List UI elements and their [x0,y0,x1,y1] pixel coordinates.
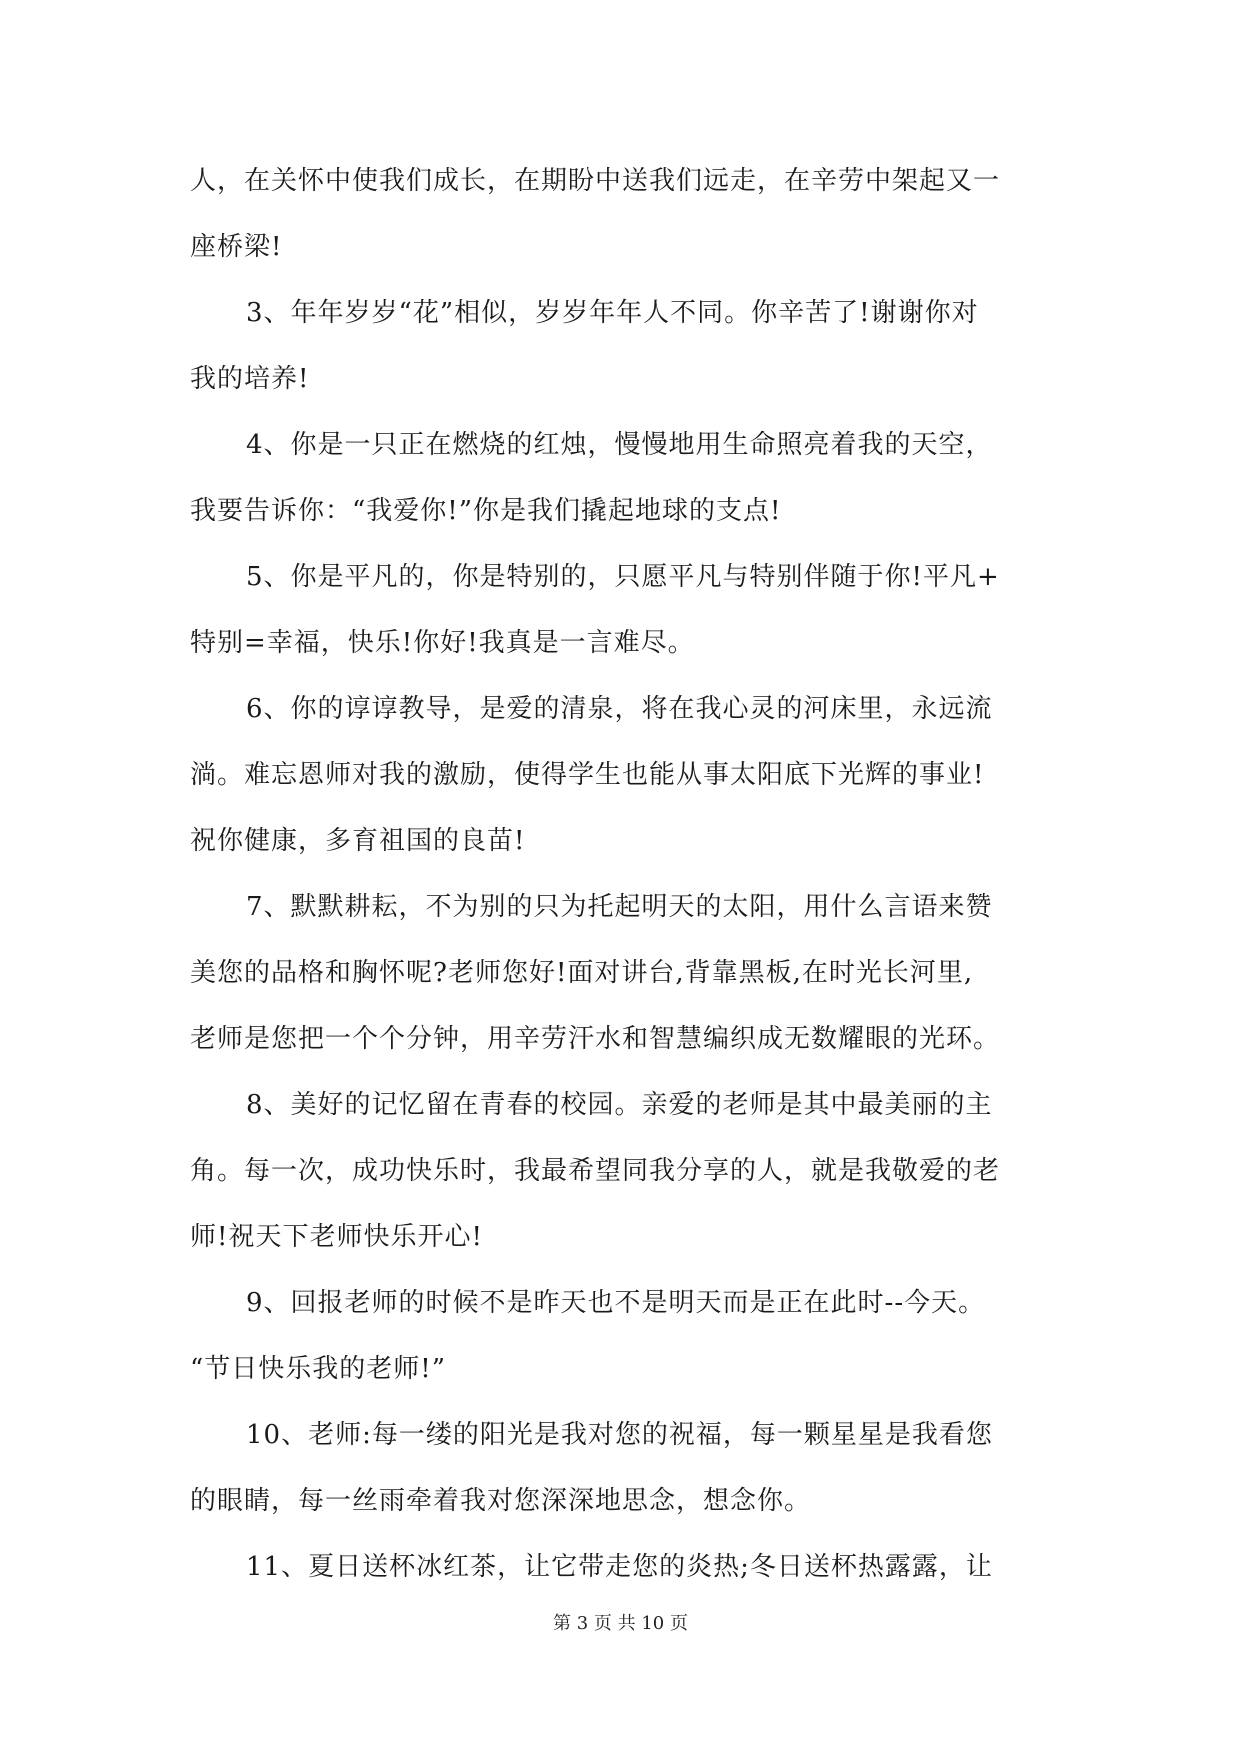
text-line: 7、默默耕耘，不为别的只为托起明天的太阳，用什么言语来赞 [246,892,993,922]
text-line: 特别=幸福，快乐!你好!我真是一言难尽。 [190,628,695,658]
paragraph-2 [190,412,1050,544]
text-line: 淌。难忘恩师对我的激励，使得学生也能从事太阳底下光辉的事业! [190,760,985,790]
text-line: 5、你是平凡的，你是特别的，只愿平凡与特别伴随于你!平凡+ [246,562,1000,592]
paragraph-9 [190,1534,1050,1600]
paragraph-5 [190,874,1050,1072]
paragraph-8 [190,1402,1050,1534]
text-line: 师!祝天下老师快乐开心! [190,1222,483,1252]
text-line: 座桥梁! [190,232,283,262]
page-footer [0,1612,1241,1636]
text-line: 6、你的谆谆教导，是爱的清泉，将在我心灵的河床里，永远流 [246,694,993,724]
text-line: 美您的品格和胸怀呢?老师您好!面对讲台,背靠黑板,在时光长河里, [190,958,974,988]
text-line: 4、你是一只正在燃烧的红烛，慢慢地用生命照亮着我的天空， [246,430,993,460]
text-line: 3、年年岁岁“花”相似，岁岁年年人不同。你辛苦了!谢谢你对 [246,298,979,328]
text-line: 8、美好的记忆留在青春的校园。亲爱的老师是其中最美丽的主 [246,1090,993,1120]
paragraph-6 [190,1072,1050,1270]
paragraph-4 [190,676,1050,874]
text-line: 9、回报老师的时候不是昨天也不是明天而是正在此时--今天。 [246,1288,986,1318]
text-line: “节日快乐我的老师!” [190,1354,447,1384]
paragraph-0 [190,148,1050,280]
paragraph-3 [190,544,1050,676]
text-line: 祝你健康，多育祖国的良苗! [190,826,526,856]
text-line: 角。每一次，成功快乐时，我最希望同我分享的人，就是我敬爱的老 [190,1156,1001,1186]
page-number: 第 3 页 共 10 页 [553,1613,688,1634]
text-line: 我的培养! [190,364,310,394]
text-line: 我要告诉你：“我爱你!”你是我们撬起地球的支点! [190,496,782,526]
text-line: 的眼睛，每一丝雨牵着我对您深深地思念，想念你。 [190,1486,812,1516]
text-line: 11、夏日送杯冰红茶，让它带走您的炎热;冬日送杯热露露，让 [246,1552,993,1582]
document-body [190,148,1050,1600]
text-line: 人，在关怀中使我们成长，在期盼中送我们远走，在辛劳中架起又一 [190,166,1001,196]
paragraph-7 [190,1270,1050,1402]
text-line: 10、老师:每一缕的阳光是我对您的祝福，每一颗星星是我看您 [246,1420,993,1450]
paragraph-1 [190,280,1050,412]
text-line: 老师是您把一个个分钟，用辛劳汗水和智慧编织成无数耀眼的光环。 [190,1024,1001,1054]
